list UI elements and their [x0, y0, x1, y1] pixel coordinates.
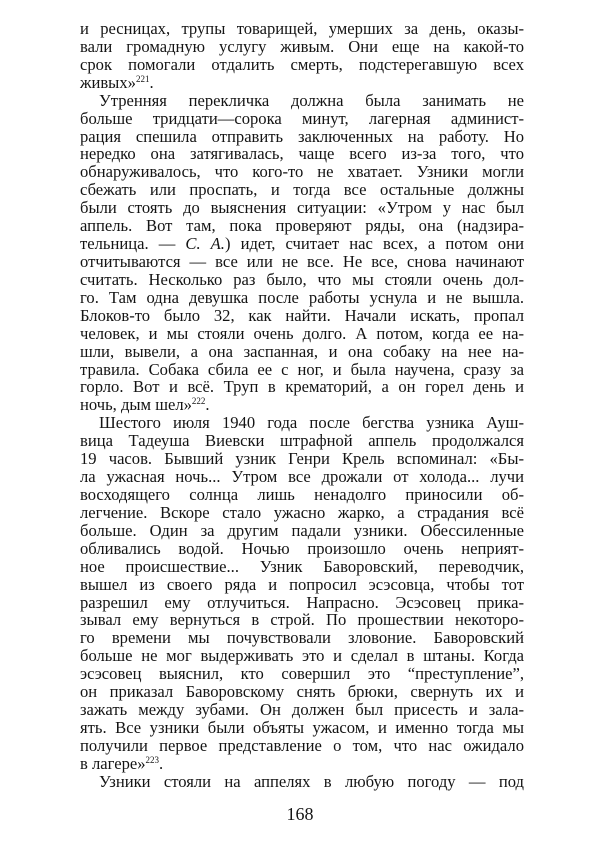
book-page-text: [80, 20, 524, 791]
text-line: получили первое представление о том, что нас ожидало: [80, 735, 524, 755]
text-line: вали громадную услугу живым. Они еще на какой-то: [80, 36, 524, 56]
text-line: легчение. Вскоре стало ужасно жарко, а страдания всё: [80, 502, 524, 522]
page-number: 168: [286, 804, 314, 824]
author-initials: С. А.: [185, 234, 225, 254]
text-line: [80, 235, 524, 253]
text-line: больше не мог выдерживать это и сделал в штаны. Когда: [80, 646, 524, 666]
line-text: ) идет, считает нас всех, а потом они: [224, 234, 524, 254]
text-line: и ресницах, трупы товарищей, умерших за день, оказы-: [80, 19, 524, 38]
line-text: .: [159, 753, 164, 773]
line-text: живых»: [80, 72, 136, 92]
text-line: ять. Все узники были объяты ужасом, и именно тогда мы: [80, 717, 524, 737]
text-line: нередко она затягивалась, чаще всего из-за того, что: [80, 144, 524, 164]
text-line: горло. Вот и всё. Труп в крематорий, а он горел день и: [80, 377, 524, 397]
text-line: были стоять до выяснения ситуации: «Утром у нас был: [80, 198, 524, 218]
text-line: Блоков-то было 32, как найти. Начали искать, пропал: [80, 305, 524, 325]
text-line: го. Там одна девушка после работы уснула и не вышла.: [80, 287, 524, 307]
text-line: [80, 755, 524, 773]
text-line: вица Тадеуша Виевски штрафной аппель продолжался: [80, 431, 524, 451]
text-line: срок помогали отдалить смерть, подстерегавшую всех: [80, 54, 524, 74]
text-line: шли, вывели, а она заспанная, и она собаку на нее на-: [80, 341, 524, 361]
text-line: зажать между зубами. Он должен был присесть и зала-: [80, 700, 524, 720]
footnote-ref: 221: [135, 73, 150, 84]
footnote-ref: 222: [191, 396, 206, 407]
text-line: Шестого июля 1940 года после бегства узника Ауш-: [99, 413, 524, 433]
text-line: обнаруживалось, что кого-то не хватает. Узники могли: [80, 162, 524, 182]
text-line: ное происшествие... Узник Баворовский, переводчик,: [80, 556, 524, 576]
text-line: человек, и мы стояли очень долго. А потом, когда ее на-: [80, 323, 524, 343]
text-line: больше тридцати—сорока минут, лагерная админист-: [80, 108, 524, 128]
text-line: разрешил ему отлучиться. Напрасно. Эсэсовец прика-: [80, 592, 524, 612]
text-line: травила. Собака сбила ее с ног, и была научена, сразу за: [80, 359, 524, 379]
line-text: .: [149, 72, 154, 92]
text-line: восходящего солнца лишь ненадолго приносили об-: [80, 484, 524, 504]
text-line: больше. Один за другим падали узники. Обессиленные: [80, 520, 524, 540]
text-line: аппель. Вот там, пока проверяют ряды, она (надзира-: [80, 216, 524, 236]
line-text: .: [205, 395, 210, 415]
text-line: обливались водой. Ночью произошло очень неприят-: [80, 538, 524, 558]
text-line: [80, 74, 524, 92]
text-line: зывал ему вернуться в строй. По прошествии некоторо-: [80, 610, 524, 630]
line-text: ночь, дым шел»: [80, 395, 192, 415]
text-line: отчитываются — все или не все. Не все, снова начинают: [80, 251, 524, 271]
line-text: в лагере»: [80, 753, 146, 773]
text-line: [80, 396, 524, 414]
footnote-ref: 223: [145, 754, 160, 765]
text-line: он приказал Баворовскому снять брюки, свернуть их и: [80, 682, 524, 702]
text-line: сбежать или проспать, и тогда все остальные должны: [80, 180, 524, 200]
text-line: эсэсовец выяснил, кто совершил это “преступление”,: [80, 664, 524, 684]
text-line: Утренняя перекличка должна была занимать не: [99, 90, 524, 110]
text-line: вышел из своего ряда и попросил эсэсовца, чтобы тот: [80, 574, 524, 594]
text-line: го времени мы почувствовали зловоние. Баворовский: [80, 628, 524, 648]
text-line: Узники стояли на аппелях в любую погоду — под: [99, 771, 524, 791]
line-text: тельница. —: [80, 234, 186, 254]
text-line: ла ужасная ночь... Утром все дрожали от холода... лучи: [80, 467, 524, 487]
text-line: рация спешила отправить заключенных на работу. Но: [80, 126, 524, 146]
text-line: 19 часов. Бывший узник Генри Крель вспоминал: «Бы-: [80, 449, 524, 469]
text-line: считать. Несколько раз было, что мы стояли очень дол-: [80, 269, 524, 289]
